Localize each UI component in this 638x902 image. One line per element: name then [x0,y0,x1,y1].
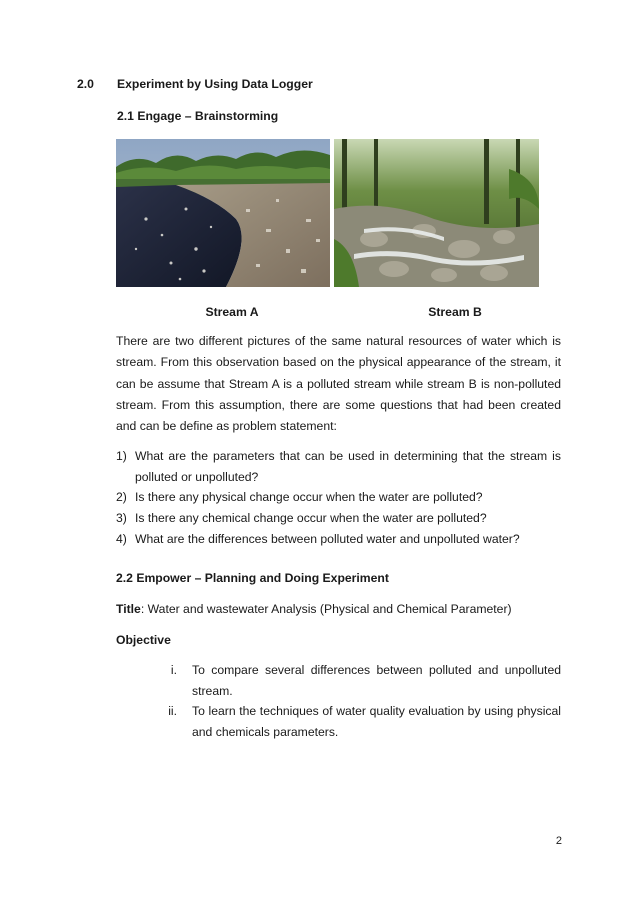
list-item-number: ii. [168,704,177,718]
intro-paragraph: There are two different pictures of the same natural resources of water which is stream. From this observation based on the physical appearance of the stream, it can be assume that Stream A is a polluted stream while stream B is non-polluted stream. From this assumption, there are some questions that had been created and can be define as problem statement: [116,334,561,434]
section-number: 2.0 [77,77,94,91]
list-item-text: What are the differences between polluted water and unpolluted water? [135,531,520,546]
list-item-text: What are the parameters that can be used in determining that the stream is polluted or unpolluted? [135,449,561,484]
list-item [116,487,561,508]
list-item-number: 4) [116,531,127,546]
stream-a-caption: Stream A [205,305,259,319]
objective-heading: Objective [116,633,171,647]
list-item-text: Is there any chemical change occur when the water are polluted? [135,511,487,526]
list-item-number: 3) [116,511,127,526]
section-title: Experiment by Using Data Logger [117,77,313,91]
stream-b-caption: Stream B [428,305,482,319]
stream-b-photo [334,139,539,287]
title-text: : Water and wastewater Analysis (Physical and Chemical Parameter) [140,602,512,616]
list-item-text: To learn the techniques of water quality evaluation by using physical and chemicals parameters. [192,704,561,739]
list-item-text: To compare several differences between polluted and unpolluted stream. [192,663,561,698]
list-item [116,446,561,487]
experiment-title [116,602,512,616]
subsection-engage-heading: 2.1 Engage – Brainstorming [117,109,279,123]
page-number: 2 [555,835,562,847]
list-item [116,508,561,529]
objective-list [150,660,561,742]
list-item-number: 2) [116,490,127,505]
list-item-text: Is there any physical change occur when the water are polluted? [135,490,483,505]
stream-photos [116,139,539,287]
subsection-empower-heading: 2.2 Empower – Planning and Doing Experiment [116,571,389,585]
list-item-number: 1) [116,449,127,463]
list-item [150,701,561,742]
title-label: Title [116,602,141,616]
problem-statement-list [116,446,561,550]
list-item [150,660,561,701]
stream-a-photo [116,139,330,287]
list-item-number: i. [170,663,177,677]
list-item [116,529,561,550]
